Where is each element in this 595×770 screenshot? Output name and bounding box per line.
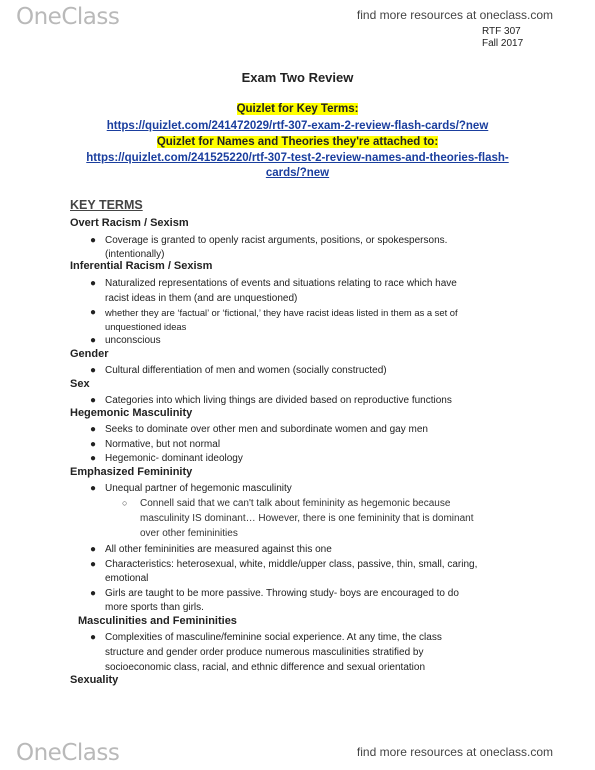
header-tagline: find more resources at oneclass.com [356,8,553,22]
quizlet-terms-label-line [0,102,595,117]
header-logo: OneClass [16,4,120,30]
term: Fall 2017 [482,38,524,49]
emphasized-femininity-heading: Emphasized Femininity [70,466,193,478]
bullet-icon: ● [90,483,97,494]
hegemonic-masculinity-heading: Hegemonic Masculinity [70,407,193,419]
footer-tagline: find more resources at oneclass.com [356,745,553,759]
quizlet-names-link[interactable]: https://quizlet.com/241525220/rtf-307-test-2-review-names-and-theories-flash- [86,152,509,164]
sex-heading: Sex [70,378,90,390]
quizlet-terms-link[interactable]: https://quizlet.com/241472029/rtf-307-exam-2-review-flash-cards/?new [106,120,489,132]
bullet-icon: ● [90,395,97,406]
sexuality-heading: Sexuality [70,674,119,686]
quizlet-names-link-line1 [0,151,595,166]
course-code: RTF 307 [482,26,521,37]
bullet-icon: ● [90,559,97,570]
bullet-icon: ● [90,424,97,435]
quizlet-names-label-line [0,135,595,150]
overt-racism-heading: Overt Racism / Sexism [70,217,189,229]
key-terms-heading: KEY TERMS [70,198,143,212]
bullet-icon: ● [90,365,97,376]
bullet-icon: ● [90,453,97,464]
bullet-icon: ● [90,278,97,289]
bullet-icon: ● [90,235,97,246]
footer-logo: OneClass [16,740,120,766]
bullet-icon: ● [90,439,97,450]
quizlet-names-link-cont[interactable]: cards/?new [265,167,330,179]
bullet-icon: ● [90,544,97,555]
bullet-icon: ● [90,588,97,599]
gender-heading: Gender [70,348,109,360]
circle-bullet-icon: ○ [122,498,128,508]
quizlet-names-link-line2 [0,166,595,181]
quizlet-terms-link-line [0,119,595,134]
bullet-icon: ● [90,335,97,346]
page-title: Exam Two Review [241,70,354,85]
quizlet-terms-label: Quizlet for Key Terms: [236,103,359,115]
inferential-racism-heading: Inferential Racism / Sexism [70,260,213,272]
quizlet-names-label: Quizlet for Names and Theories they're attached to: [156,136,439,148]
bullet-icon: ● [90,307,97,318]
masculinities-femininities-heading: Masculinities and Femininities [78,615,237,627]
bullet-icon: ● [90,632,97,643]
